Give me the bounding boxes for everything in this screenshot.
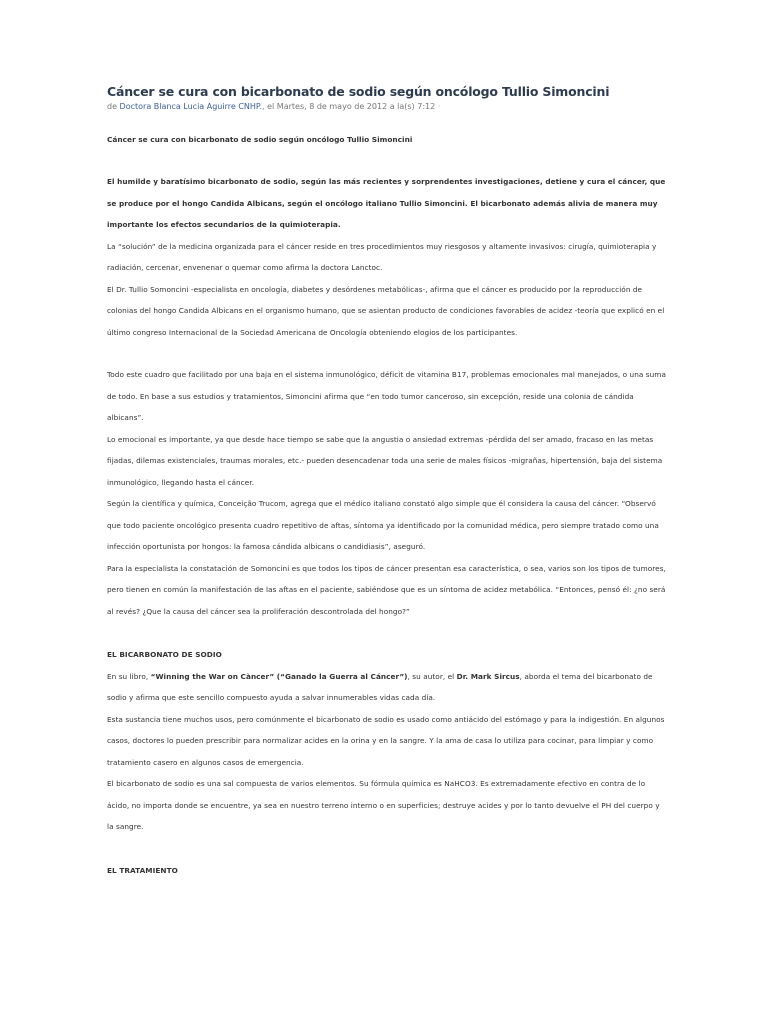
article-title: Cáncer se cura con bicarbonato de sodio según oncólogo Tullio Simoncini: [107, 84, 610, 99]
paragraph-8: Esta sustancia tiene muchos usos, pero comúnmente el bicarbonato de sodio es usado como antiácido del estómago y para la indigestión. En algunos casos, doctores lo pueden prescribir para normalizar acides en la orina y en la sangre. Y la ama de casa lo utiliza para cocinar, para limpiar y como tratamiento casero en algunos casos de emergencia.: [107, 714, 665, 767]
paragraph-7: [107, 666, 667, 709]
p7-part-a: En su libro,: [107, 671, 151, 681]
p7-part-c: , su autor, el: [407, 671, 457, 681]
paragraph-6: Para la especialista la constatación de Somoncini es que todos los tipos de cáncer presentan esa característica, o sea, varios son los tipos de tumores, pero tienen en común la manifestación de las aftas en el paciente, sabiéndose que es un síntoma de acidez metabólica. “Entonces, pensó él: ¿no será al revés? ¿Que la causa del cáncer sea la proliferación descontrolada del hongo?”: [107, 563, 666, 616]
article: [107, 84, 667, 881]
intro-paragraph: El humilde y baratísimo bicarbonato de sodio, según las más recientes y sorprendentes investigaciones, detiene y cura el cáncer, que se produce por el hongo Candida Albicans, según el oncólogo italiano Tullio Simoncini. El bicarbonato además alivia de manera muy importante los efectos secundarios de la quimioterapia.: [107, 177, 666, 229]
author-name: Dr. Mark Sircus: [456, 671, 520, 681]
paragraph-2: El Dr. Tullio Somoncini -especialista en oncología, diabetes y desórdenes metabólicas-, afirma que el cáncer es producido por la reproducción de colonias del hongo Candida Albicans en el organismo humano, que se asientan producto de condiciones favorables de acidez -teoría que explicó en el último congreso Internacional de la Sociedad Americana de Oncología obteniendo elogios de los participantes.: [107, 284, 665, 337]
section-heading-bicarbonato: EL BICARBONATO DE SODIO: [107, 650, 222, 659]
book-title: “Winning the War on Càncer” (“Ganado la Guerra al Cáncer”): [150, 671, 408, 681]
author-link[interactable]: Doctora Blanca Lucia Aguirre CNHP.: [119, 102, 263, 111]
article-subtitle: Cáncer se cura con bicarbonato de sodio según oncólogo Tullio Simoncini: [107, 135, 413, 144]
paragraph-1: La “solución” de la medicina organizada para el cáncer reside en tres procedimientos muy riesgosos y altamente invasivos: cirugía, quimioterapia y radiación, cercenar, envenenar o quemar como afirma la doctora Lanctoc.: [107, 241, 657, 272]
byline: [107, 101, 667, 112]
p7-part-e: , aborda el tema del bicarbonato de sodio y afirma que este sencillo compuesto ayuda a salvar innumerables vidas cada día.: [107, 671, 653, 702]
byline-prefix: de: [107, 102, 120, 111]
paragraph-5: Según la científica y química, Conceição Trucom, agrega que el médico italiano constató algo simple que él considera la causa del cáncer. “Observó que todo paciente oncológico presenta cuadro repetitivo de aftas, síntoma ya identificado por la comunidad médica, pero siempre tratado como una infección oportunista por hongos: la famosa cándida albicans o candidiasis”, aseguró.: [107, 499, 659, 551]
paragraph-3: Todo este cuadro que facilitado por una baja en el sistema inmunológico, déficit de vitamina B17, problemas emocionales mal manejados, o una suma de todo. En base a sus estudios y tratamientos, Simoncini afirma que “en todo tumor canceroso, sin excepción, reside una colonia de cándida albicans”.: [107, 370, 666, 422]
section-heading-tratamiento: EL TRATAMIENTO: [107, 865, 178, 875]
paragraph-9: El bicarbonato de sodio es una sal compuesta de varios elementos. Su fórmula química es NaHCO3. Es extremadamente efectivo en contra de lo ácido, no importa donde se encuentre, ya sea en nuestro terreno interno o en superficies; destruye acides y por lo tanto devuelve el PH del cuerpo y la sangre.: [107, 779, 660, 831]
byline-date: , el Martes, 8 de mayo de 2012 a la(s) 7:12: [262, 102, 436, 111]
byline-tail: ·: [435, 102, 441, 111]
paragraph-4: Lo emocional es importante, ya que desde hace tiempo se sabe que la angustia o ansiedad extremas -pérdida del ser amado, fracaso en las metas fijadas, dilemas existenciales, traumas morales, etc.- pueden desencadenar toda una serie de males físicos -migrañas, hipertensión, baja del sistema inmunológico, llegando hasta el cáncer.: [107, 434, 663, 487]
